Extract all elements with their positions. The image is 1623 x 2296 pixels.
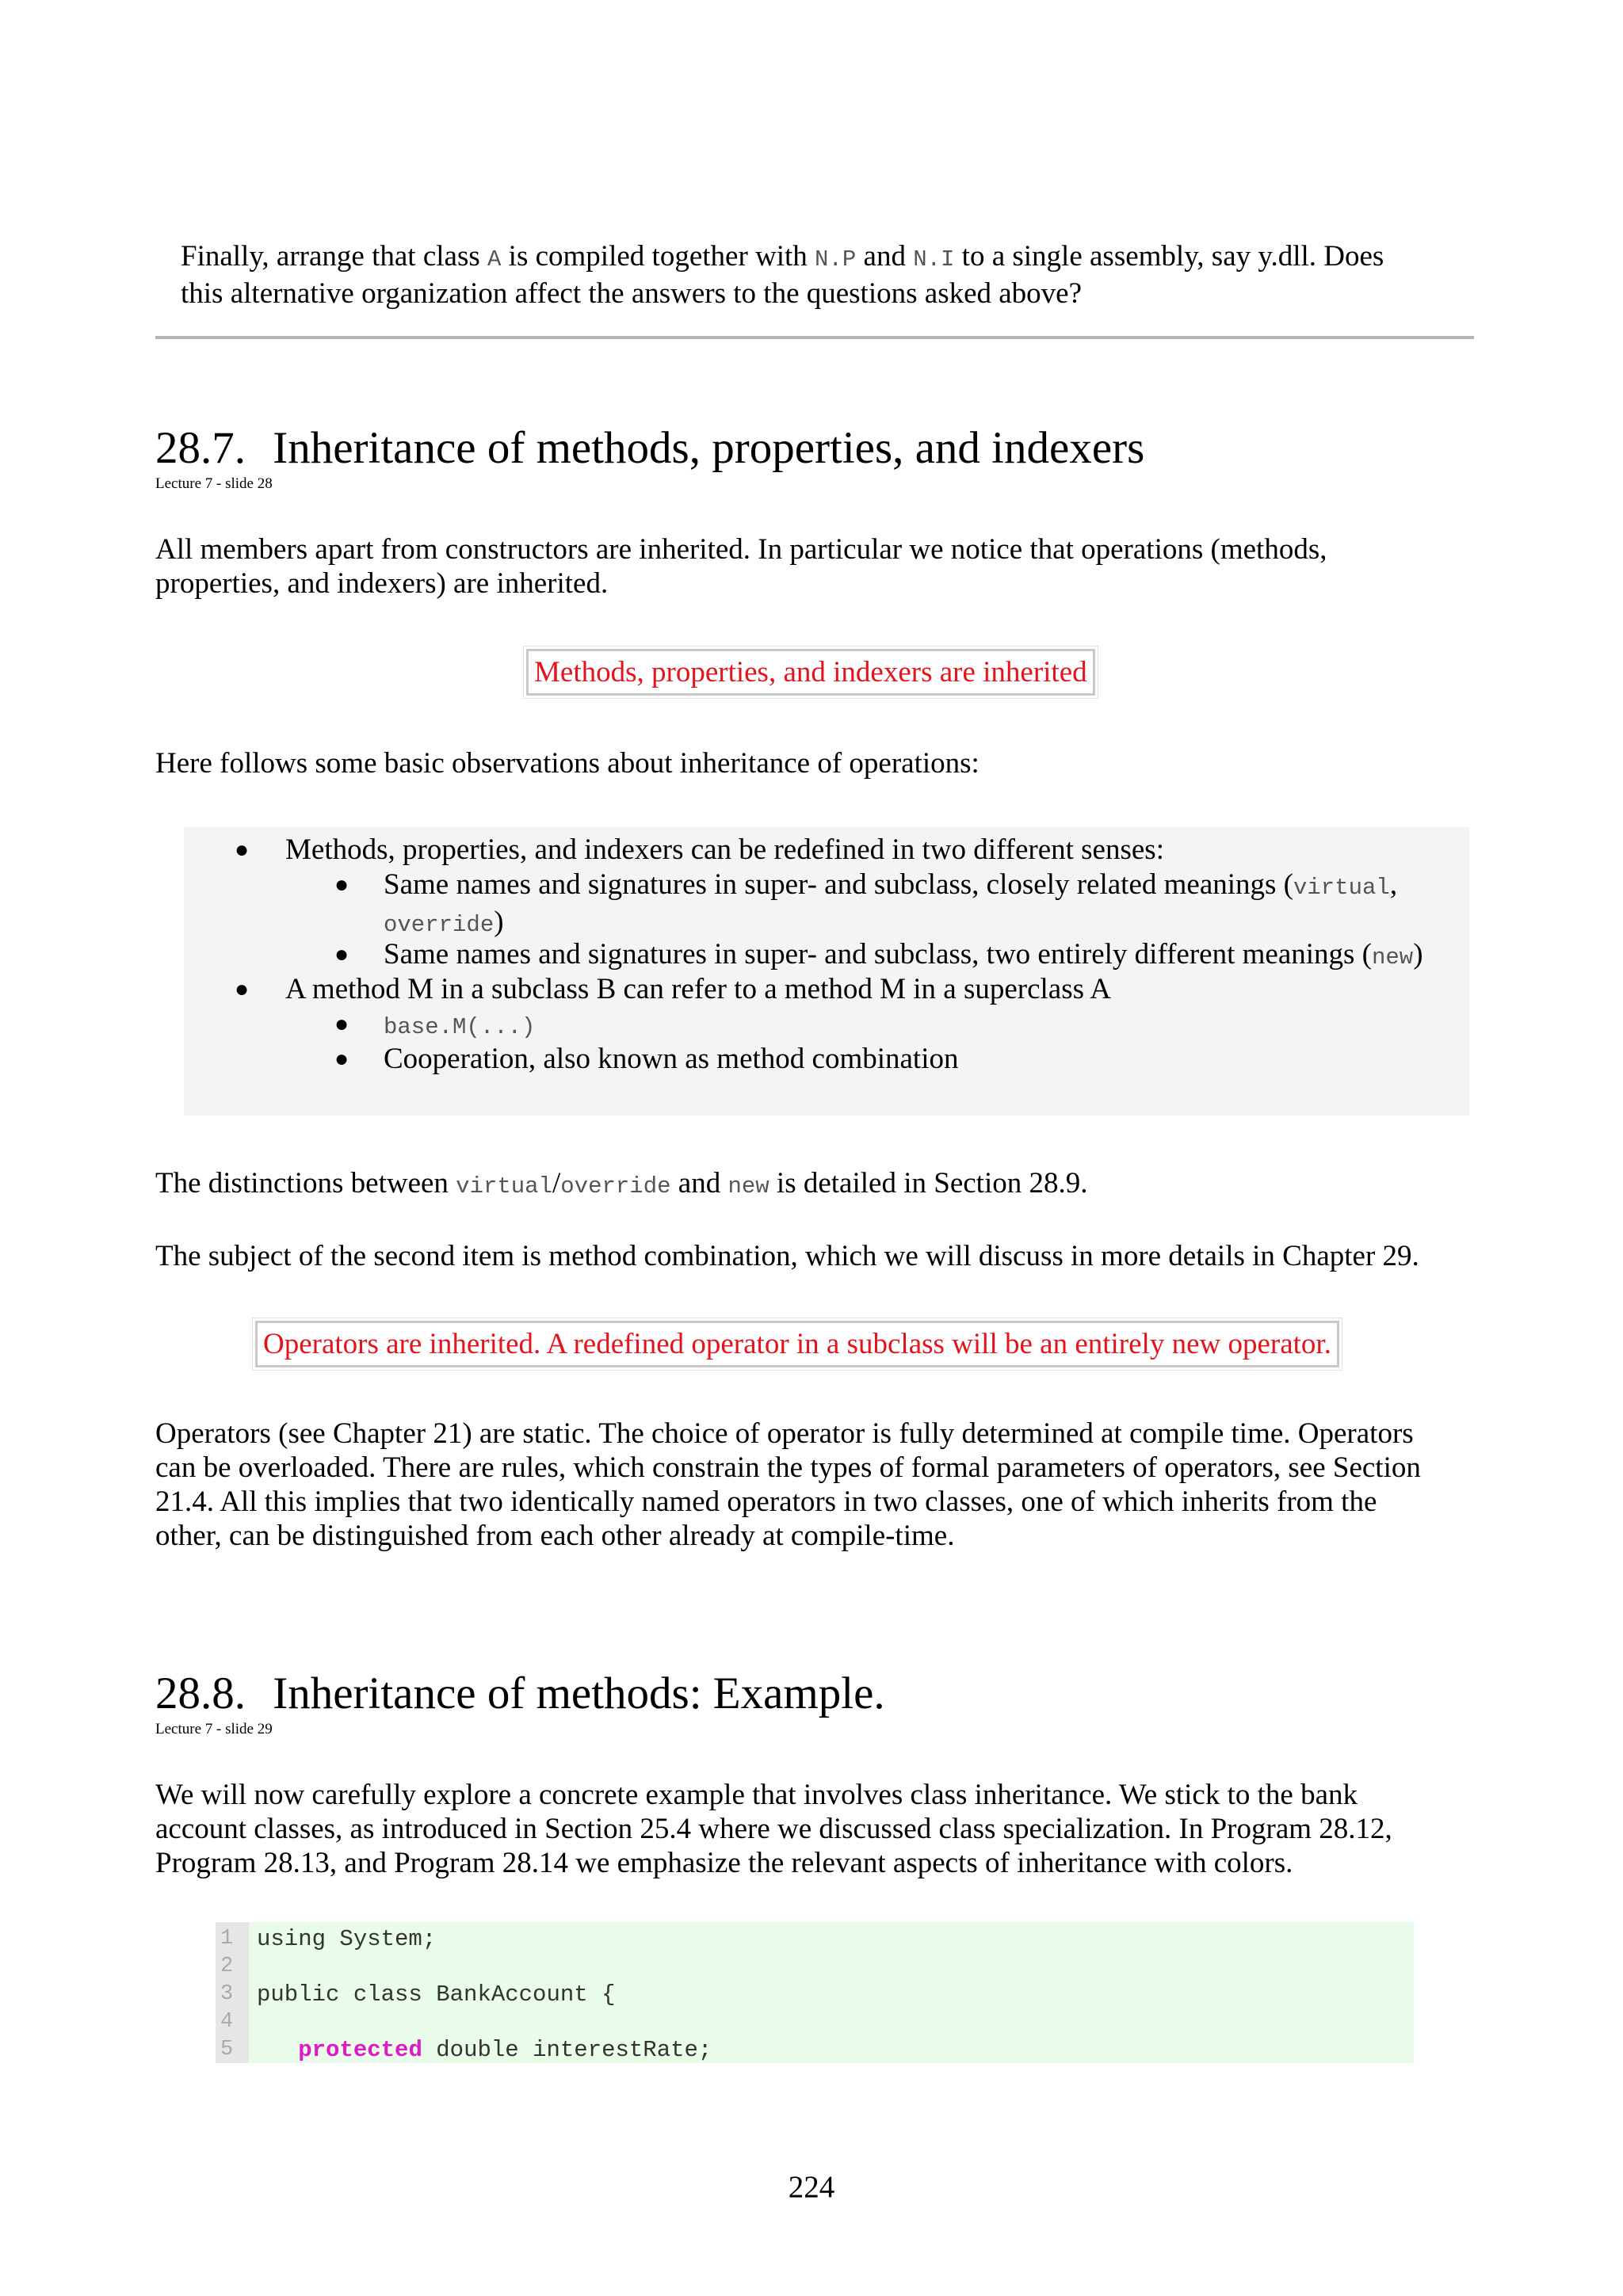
slide-reference: Lecture 7 - slide 28	[155, 475, 273, 492]
text: Same names and signatures in super- and subclass, closely related meanings (	[384, 868, 1293, 901]
paragraph-observations-intro: Here follows some basic observations about inheritance of operations:	[155, 747, 980, 780]
section-number: 28.7.	[155, 423, 246, 473]
code-base-m: base.M(...)	[384, 1014, 536, 1040]
code-virtual: virtual	[456, 1173, 552, 1199]
bullet-icon: ●	[334, 871, 349, 898]
slide-reference: Lecture 7 - slide 29	[155, 1721, 273, 1737]
intro-paragraph	[181, 239, 1384, 311]
text: and	[670, 1167, 728, 1199]
text: can be overloaded. There are rules, which constrain the types of formal parameters of operators, see Section	[155, 1451, 1421, 1484]
code-override: override	[384, 912, 495, 938]
line-number: 2	[220, 1955, 234, 1978]
paragraph-members-inherited	[155, 532, 1327, 601]
text: All members apart from constructors are inherited. In particular we notice that operations (methods,	[155, 533, 1327, 566]
text: Finally, arrange that class	[181, 240, 488, 273]
code-new: new	[727, 1173, 769, 1199]
text: Same names and signatures in super- and subclass, two entirely different meanings (	[384, 938, 1372, 971]
code-keyword: protected	[298, 2037, 422, 2063]
indent	[257, 2037, 298, 2063]
list-item: Cooperation, also known as method combination	[384, 1043, 959, 1075]
paragraph-bank-example	[155, 1778, 1392, 1880]
code-line: using System;	[257, 1926, 437, 1952]
line-number: 3	[220, 1982, 234, 2006]
bullet-icon: ●	[334, 941, 349, 967]
bullet-icon: ●	[235, 976, 250, 1002]
paragraph-method-combination: The subject of the second item is method combination, which we will discuss in more details in Chapter 29.	[155, 1240, 1419, 1272]
page-number: 224	[788, 2170, 835, 2204]
text: to a single assembly, say y.dll. Does	[954, 240, 1384, 273]
text: )	[1413, 938, 1423, 971]
line-number: 4	[220, 2010, 234, 2034]
code-new: new	[1372, 944, 1414, 971]
text: )	[494, 906, 504, 938]
list-item	[384, 868, 1453, 942]
text: /	[552, 1167, 561, 1199]
section-heading-28-8	[155, 1669, 885, 1719]
text: and	[856, 240, 914, 273]
text: properties, and indexers) are inherited.	[155, 567, 609, 600]
list-item	[384, 937, 1423, 974]
section-number: 28.8.	[155, 1669, 246, 1718]
line-number: 5	[220, 2038, 234, 2061]
text: We will now carefully explore a concrete example that involves class inheritance. We stick to the bank	[155, 1779, 1358, 1811]
code-np: N.P	[815, 246, 857, 273]
code-class-a: A	[487, 246, 502, 273]
observations-box	[184, 827, 1469, 1116]
highlight-box-operators-inherited: Operators are inherited. A redefined operator in a subclass will be an entirely new operator.	[255, 1321, 1339, 1367]
text: this alternative organization affect the answers to the questions asked above?	[181, 277, 1083, 310]
bullet-icon: ●	[334, 1011, 349, 1037]
paragraph-distinctions	[155, 1166, 1087, 1203]
code-line: public class BankAccount {	[257, 1981, 616, 2008]
code-ni: N.I	[913, 246, 955, 273]
section-title: Inheritance of methods: Example.	[273, 1669, 885, 1718]
list-item	[384, 1007, 535, 1044]
text: is compiled together with	[501, 240, 815, 273]
code-virtual: virtual	[1293, 875, 1390, 901]
text: is detailed in Section 28.9.	[769, 1167, 1088, 1199]
text: The distinctions between	[155, 1167, 456, 1199]
code-listing	[216, 1922, 1414, 2063]
text: ,	[1389, 868, 1398, 901]
line-number: 1	[220, 1927, 234, 1951]
section-title: Inheritance of methods, properties, and indexers	[273, 423, 1145, 473]
text: account classes, as introduced in Section 25.4 where we discussed class specialization. In Program 28.12,	[155, 1813, 1392, 1845]
list-item: Methods, properties, and indexers can be redefined in two different senses:	[285, 833, 1164, 866]
code-override: override	[560, 1173, 671, 1199]
text: Operators (see Chapter 21) are static. The choice of operator is fully determined at compile time. Operators	[155, 1417, 1414, 1450]
text: other, can be distinguished from each other already at compile-time.	[155, 1520, 955, 1552]
bullet-icon: ●	[334, 1046, 349, 1072]
code-line	[257, 2037, 712, 2063]
text: Program 28.13, and Program 28.14 we emphasize the relevant aspects of inheritance with colors.	[155, 1847, 1293, 1879]
text: 21.4. All this implies that two identically named operators in two classes, one of which inherits from the	[155, 1486, 1377, 1518]
list-item: A method M in a subclass B can refer to a method M in a superclass A	[285, 973, 1111, 1005]
text: double interestRate;	[422, 2037, 712, 2063]
bullet-icon: ●	[235, 837, 250, 863]
paragraph-operators	[155, 1417, 1421, 1553]
section-heading-28-7	[155, 423, 1144, 474]
section-divider	[155, 336, 1474, 339]
highlight-box-methods-inherited: Methods, properties, and indexers are inherited	[526, 649, 1095, 696]
